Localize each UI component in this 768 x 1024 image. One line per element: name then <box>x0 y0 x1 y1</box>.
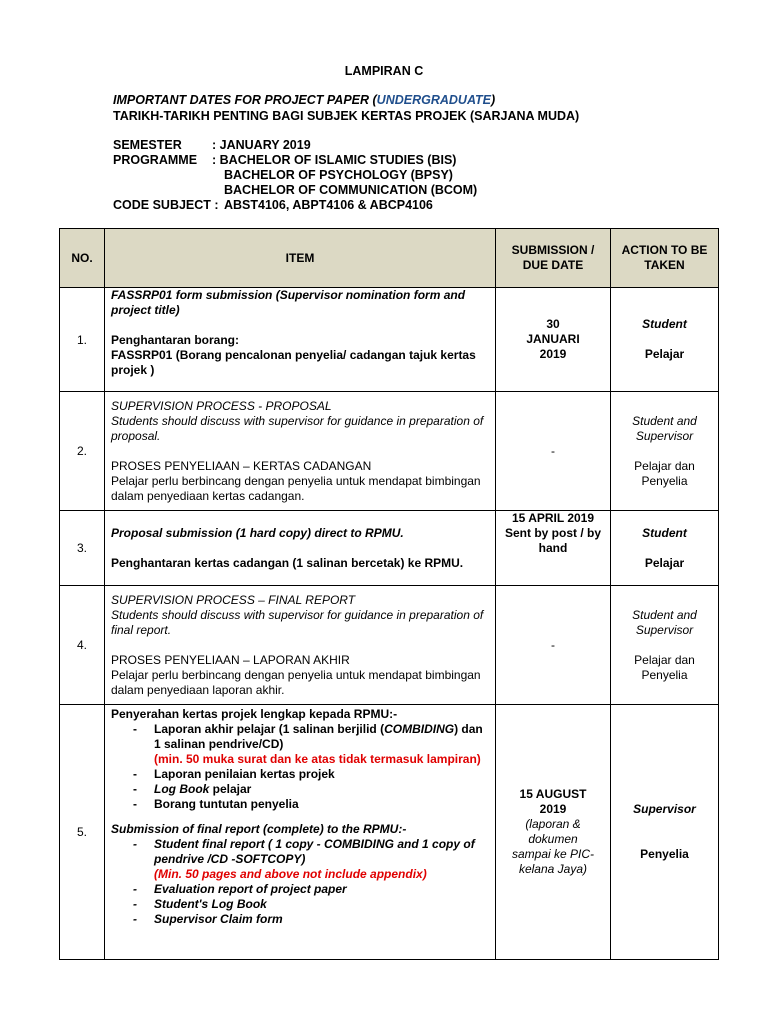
list-item: - Laporan penilaian kertas projek <box>111 767 489 782</box>
row-item <box>105 511 496 586</box>
action-english: Supervisor <box>633 802 696 816</box>
row-action <box>611 392 719 511</box>
row-action <box>611 511 719 586</box>
list-item: - Evaluation report of project paper <box>111 882 489 897</box>
list-item: - Supervisor Claim form <box>111 912 489 927</box>
row-due-date <box>496 705 611 960</box>
item-english: FASSRP01 form submission (Supervisor nomination form and project title) <box>111 288 466 317</box>
item-note-red: (Min. 50 pages and above not include appendix) <box>154 867 427 881</box>
list-item: - Borang tuntutan penyelia <box>111 797 489 812</box>
row-number: 4. <box>60 586 105 705</box>
list-item: - Student's Log Book <box>111 897 489 912</box>
semester-label: SEMESTER <box>113 138 182 152</box>
header-no: NO. <box>60 229 105 288</box>
row-number: 5. <box>60 705 105 960</box>
item-body-english: Students should discuss with supervisor for guidance in preparation of final report. <box>111 607 484 637</box>
item-english-heading: Submission of final report (complete) to the RPMU:- <box>111 822 407 836</box>
action-malay: Pelajar <box>644 555 685 570</box>
action-malay: Pelajar dan Penyelia <box>634 652 695 682</box>
heading-english-highlight: UNDERGRADUATE <box>376 93 492 107</box>
item-malay: FASSRP01 (Borang pencalonan penyelia/ cadangan tajuk kertas projek ) <box>111 348 476 377</box>
heading-english <box>113 93 495 107</box>
action-malay: Penyelia <box>640 847 689 861</box>
document-meta <box>113 138 713 213</box>
code-subject-value: ABST4106, ABPT4106 & ABCP4106 <box>224 198 433 212</box>
row-due-date: - <box>496 586 611 705</box>
code-subject-label: CODE SUBJECT : <box>113 198 219 212</box>
row-due-date: 15 APRIL 2019 Sent by post / by hand <box>496 511 611 586</box>
item-malay-heading: Penyerahan kertas projek lengkap kepada RPMU:- <box>111 707 398 721</box>
row-number: 2. <box>60 392 105 511</box>
row-number: 3. <box>60 511 105 586</box>
heading-malay: TARIKH-TARIKH PENTING BAGI SUBJEK KERTAS PROJEK (SARJANA MUDA) <box>113 109 580 123</box>
list-item: - Student final report ( 1 copy - COMBIDING and 1 copy of pendrive /CD -SOFTCOPY) (Min. 50 pages and above not include appendix) <box>111 837 489 882</box>
action-english: Student and Supervisor <box>632 607 697 637</box>
action-malay: Pelajar dan Penyelia <box>634 458 695 488</box>
item-title-malay: PROSES PENYELIAAN – LAPORAN AKHIR <box>111 652 350 667</box>
item-body-malay: Pelajar perlu berbincang dengan penyelia untuk mendapat bimbingan dalam penyediaan kertas cadangan. <box>111 473 481 503</box>
row-action <box>611 705 719 960</box>
header-item: ITEM <box>105 229 496 288</box>
row-due-date: 30 JANUARI 2019 <box>496 288 611 392</box>
action-english: Student <box>642 525 687 540</box>
row-due-date: - <box>496 392 611 511</box>
item-note-red: (min. 50 muka surat dan ke atas tidak termasuk lampiran) <box>154 752 481 766</box>
table-row <box>60 705 719 960</box>
header-due-date: SUBMISSION / DUE DATE <box>496 229 611 288</box>
row-action <box>611 586 719 705</box>
programme-value-1: : BACHELOR OF ISLAMIC STUDIES (BIS) <box>212 153 457 167</box>
due-date-note: (laporan & dokumen sampai ke PIC- kelana Jaya) <box>511 817 595 876</box>
heading-english-pre: IMPORTANT DATES FOR PROJECT PAPER ( <box>113 93 377 107</box>
table-row <box>60 392 719 511</box>
item-malay-list <box>111 722 489 812</box>
document-title: LAMPIRAN C <box>344 64 424 78</box>
programme-value-3: BACHELOR OF COMMUNICATION (BCOM) <box>224 183 478 197</box>
list-item: - Log Book pelajar <box>111 782 489 797</box>
item-english: Proposal submission (1 hard copy) direct to RPMU. <box>111 525 404 540</box>
header-action: ACTION TO BE TAKEN <box>611 229 719 288</box>
heading-english-post: ) <box>491 93 496 107</box>
action-malay: Pelajar <box>644 347 685 361</box>
item-malay-label: Penghantaran borang: <box>111 333 240 347</box>
row-number: 1. <box>60 288 105 392</box>
table-row <box>60 586 719 705</box>
item-title-english: SUPERVISION PROCESS - PROPOSAL <box>111 398 332 413</box>
list-item: - Laporan akhir pelajar (1 salinan berjilid (COMBIDING) dan 1 salinan pendrive/CD) (min. 50 muka surat dan ke atas tidak termasuk lampiran) <box>111 722 489 767</box>
item-english-list <box>111 837 489 927</box>
due-date: 15 AUGUST 2019 <box>519 787 587 816</box>
item-title-english: SUPERVISION PROCESS – FINAL REPORT <box>111 592 356 607</box>
action-english: Student <box>642 317 687 331</box>
table-row <box>60 511 719 586</box>
row-item <box>105 705 496 960</box>
row-item <box>105 392 496 511</box>
row-action <box>611 288 719 392</box>
item-body-english: Students should discuss with supervisor for guidance in preparation of proposal. <box>111 413 484 443</box>
item-malay: Penghantaran kertas cadangan (1 salinan bercetak) ke RPMU. <box>111 555 464 570</box>
programme-label: PROGRAMME <box>113 153 198 167</box>
row-item <box>105 288 496 392</box>
action-english: Student and Supervisor <box>632 413 697 443</box>
semester-value: : JANUARY 2019 <box>212 138 311 152</box>
important-dates-table <box>59 228 719 960</box>
item-body-malay: Pelajar perlu berbincang dengan penyelia untuk mendapat bimbingan dalam penyediaan laporan akhir. <box>111 667 481 697</box>
table-row <box>60 288 719 392</box>
item-title-malay: PROSES PENYELIAAN – KERTAS CADANGAN <box>111 458 372 473</box>
programme-value-2: BACHELOR OF PSYCHOLOGY (BPSY) <box>224 168 453 182</box>
row-item <box>105 586 496 705</box>
table-header-row <box>60 229 719 288</box>
